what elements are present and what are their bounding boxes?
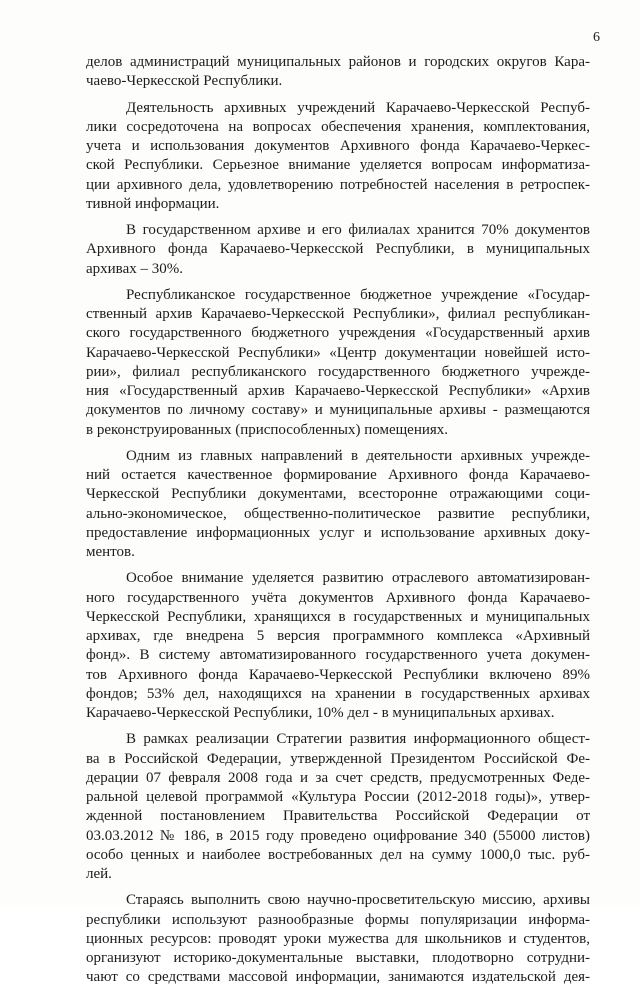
text-line: Черкесской Республики, хранящихся в государственных и муниципальных: [86, 608, 590, 625]
text-line: рии», филиал республиканского государственного бюджетного учрежде-: [86, 363, 590, 380]
text-line: фондов; 53% дел, находящихся на хранении в государственных архивах: [86, 685, 590, 702]
paragraph: [86, 286, 590, 440]
paragraph: [86, 569, 590, 723]
text-line: ции архивного дела, удовлетворению потребностей населения в ретроспек-: [86, 176, 590, 193]
text-line: ского государственного бюджетного учреждения «Государственный архив: [86, 325, 590, 342]
text-line: ральной целевой программой «Культура России (2012-2018 годы)», утвер-: [86, 789, 590, 805]
text-line: Деятельность архивных учреждений Карачаево-Черкесской Респуб-: [126, 99, 590, 116]
text-line: ально-экономическое, общественно-политическое развитие республики,: [86, 505, 590, 522]
text-line: лики сосредоточена на вопросах обеспечения хранения, комплектования,: [86, 118, 590, 135]
paragraph: [86, 99, 590, 215]
text-line: ской Республики. Серьезное внимание уделяется вопросам информатиза-: [86, 157, 590, 174]
paragraph: [86, 221, 590, 279]
paragraph: [86, 447, 590, 563]
text-line: республики используют разнообразные формы популяризации информа-: [86, 911, 590, 928]
text-line: жденной постановлением Правительства Российской Федерации от: [86, 808, 590, 825]
text-line: ного государственного учёта документов Архивного фонда Карачаево-: [86, 589, 590, 606]
text-line: тов Архивного фонда Карачаево-Черкесской Республики включено 89%: [86, 666, 590, 683]
text-line: Республиканское государственное бюджетное учреждение «Государ-: [126, 286, 590, 303]
text-line: чают со средствами массовой информации, занимаются издательской дея-: [86, 969, 590, 986]
text-line: В государственном архиве и его филиалах хранится 70% документов: [126, 222, 590, 238]
text-line: В рамках реализации Стратегии развития информационного общест-: [126, 731, 590, 748]
text-line: Одним из главных направлений в деятельности архивных учрежде-: [126, 447, 590, 464]
text-line: Карачаево-Черкесской Республики» «Центр документации новейшей исто-: [86, 344, 590, 361]
text-line: ментов.: [86, 544, 135, 560]
text-line: Черкесской Республики документами, всесторонне отражающими соци-: [86, 486, 590, 503]
text-line: чаево-Черкесской Республики.: [86, 73, 283, 90]
text-line: ственный архив Карачаево-Черкесской Республики», филиал республикан-: [86, 306, 590, 322]
text-line: ционных ресурсов: проводят уроки мужества для школьников и студентов,: [86, 930, 590, 947]
body-text: [86, 53, 590, 988]
text-line: ний остается качественное формирование Архивного фонда Карачаево-: [86, 467, 590, 483]
text-line: документов по личному составу» и муниципальные архивы - размещаются: [86, 402, 590, 419]
text-line: особо ценных и наиболее востребованных дел на сумму 1000,0 тыс. руб-: [86, 846, 590, 863]
text-line: ния «Государственный архив Карачаево-Черкесской Республики» «Архив: [86, 383, 590, 399]
text-line: архивах – 30%.: [86, 260, 183, 277]
text-line: Архивного фонда Карачаево-Черкесской Республики, в муниципальных: [86, 241, 590, 258]
text-line: дерации 07 февраля 2008 года и за счет средств, предусмотренных Феде-: [86, 769, 590, 786]
text-line: предоставление информационных услуг и использование архивных доку-: [86, 524, 590, 541]
text-line: тивной информации.: [86, 195, 220, 212]
text-line: в реконструированных (приспособленных) помещениях.: [86, 421, 449, 438]
text-line: 03.03.2012 № 186, в 2015 году проведено оцифрование 340 (55000 листов): [86, 827, 590, 844]
paragraph: [86, 891, 590, 987]
paragraph: [86, 53, 590, 92]
text-line: архивах, где внедрена 5 версия программного комплекса «Архивный: [86, 628, 590, 644]
text-line: Особое внимание уделяется развитию отраслевого автоматизирован-: [126, 570, 590, 587]
paragraph: [86, 730, 590, 884]
text-line: фонд». В систему автоматизированного государственного учета докумен-: [86, 647, 590, 664]
text-line: лей.: [86, 866, 112, 882]
text-line: Карачаево-Черкесской Республики, 10% дел - в муниципальных архивах.: [86, 705, 555, 721]
text-line: делов администраций муниципальных районов и городских округов Кара-: [86, 54, 590, 70]
page-number: 6: [593, 30, 600, 45]
text-line: учета и использования документов Архивного фонда Карачаево-Черкес-: [86, 138, 590, 154]
text-line: Стараясь выполнить свою научно-просветительскую миссию, архивы: [126, 892, 590, 909]
text-line: ва в Российской Федерации, утвержденной Президентом Российской Фе-: [86, 750, 590, 767]
text-line: организуют историко-документальные выставки, плодотворно сотрудни-: [86, 950, 590, 966]
